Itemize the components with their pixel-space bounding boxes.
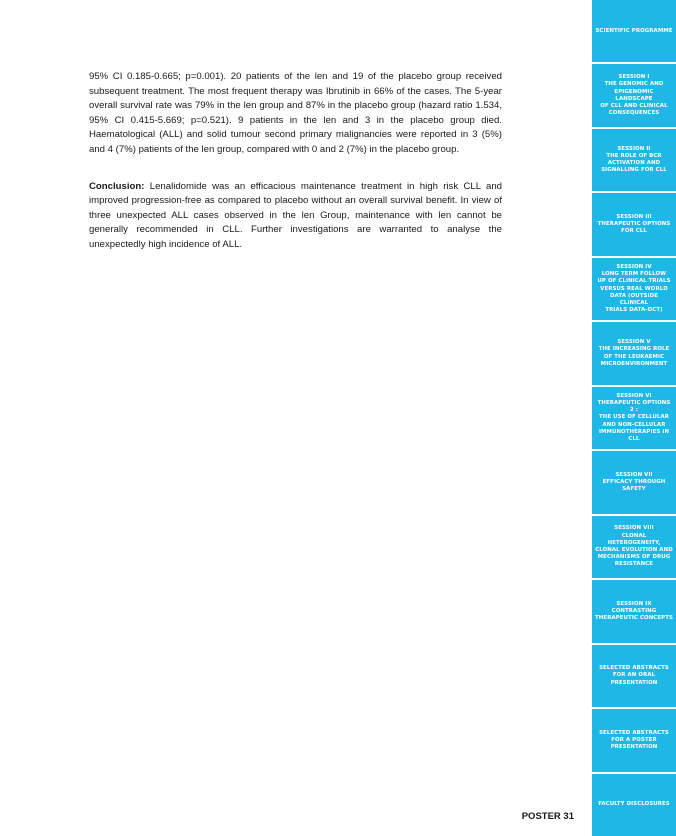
nav-session-6[interactable] [592, 387, 676, 449]
nav-session-3[interactable] [592, 193, 676, 255]
nav-session-4[interactable] [592, 258, 676, 320]
nav-session-5[interactable] [592, 322, 676, 384]
nav-label: SESSION III THERAPEUTIC OPTIONS FOR CLL [597, 213, 671, 235]
nav-faculty-disclosures[interactable] [592, 774, 676, 836]
conclusion-label: Conclusion: [89, 180, 145, 192]
nav-session-9[interactable] [592, 580, 676, 642]
nav-label: SESSION IX CONTRASTING THERAPEUTIC CONCEPTS [595, 600, 673, 622]
nav-label: FACULTY DISCLOSURES [598, 801, 670, 808]
nav-label: SESSION I THE GENOMIC AND EPIGENOMIC LANDSCAPE OF CLL AND CLINICAL CONSEQUENCES [600, 74, 668, 117]
abstract-body [89, 70, 502, 253]
conclusion-paragraph [89, 180, 502, 253]
poster-number: POSTER 31 [521, 811, 574, 822]
nav-label: SESSION VI THERAPEUTIC OPTIONS 2 : THE USE OF CELLULAR AND NON-CELLULAR IMMUNOTHERAPIES IN CLL [597, 392, 671, 443]
sidebar-nav [592, 0, 676, 836]
nav-label: SELECTED ABSTRACTS FOR AN ORAL PRESENTATION [599, 665, 669, 686]
nav-label: SESSION II THE ROLE OF BCR ACTIVATION AND SIGNALLING FOR CLL [601, 145, 667, 174]
nav-label: SCIENTIFIC PROGRAMME [595, 27, 673, 34]
nav-session-8[interactable] [592, 516, 676, 578]
nav-label: SESSION VIII CLONAL HETEROGENEITY, CLONAL EVOLUTION AND MECHANISMS OF DRUG RESISTANCE [595, 525, 673, 568]
nav-label: SESSION V THE INCREASING ROLE OF THE LEUKAEMIC MICROENVIRONMENT [598, 339, 670, 367]
nav-label: SELECTED ABSTRACTS FOR A POSTER PRESENTATION [599, 729, 669, 750]
nav-session-2[interactable] [592, 129, 676, 191]
conclusion-text: Lenalidomide was an efficacious maintenance treatment in high risk CLL and improved progression-free as compared to placebo without an overall survival benefit. In view of three unexpected ALL cases observed in the len Group, maintenance with len cannot be generally recommended in CLL. Further investigations are warranted to analyse the unexpectedly high incidence of ALL. [89, 180, 502, 250]
nav-session-7[interactable] [592, 451, 676, 513]
nav-label: SESSION IV LONG TERM FOLLOW UP OF CLINICAL TRIALS VERSUS REAL WORLD DATA (OUTSIDE CLINICAL TRIALS DATA-OCT) [597, 263, 671, 314]
nav-label: SESSION VII EFFICACY THROUGH SAFETY [602, 471, 666, 493]
nav-session-1[interactable] [592, 64, 676, 126]
nav-scientific-programme[interactable] [592, 0, 676, 62]
nav-oral-abstracts[interactable] [592, 645, 676, 707]
nav-poster-abstracts[interactable] [592, 709, 676, 771]
results-paragraph: 95% CI 0.185-0.665; p=0.001). 20 patients of the len and 19 of the placebo group received subsequent treatment. The most frequent therapy was Ibrutinib in 66% of the cases. The 5-year overall survival rate was 79% in the len group and 87% in the placebo group (hazard ratio 1.534, 95% CI 0.415-5.669; p=0.521). 9 patients in the len and 3 in the placebo group died. Haematological (ALL) and solid tumour second primary malignancies were reported in 3 (5%) and 4 (7%) patients of the len group, compared with 0 and 2 (7%) in the placebo group. [89, 71, 502, 155]
